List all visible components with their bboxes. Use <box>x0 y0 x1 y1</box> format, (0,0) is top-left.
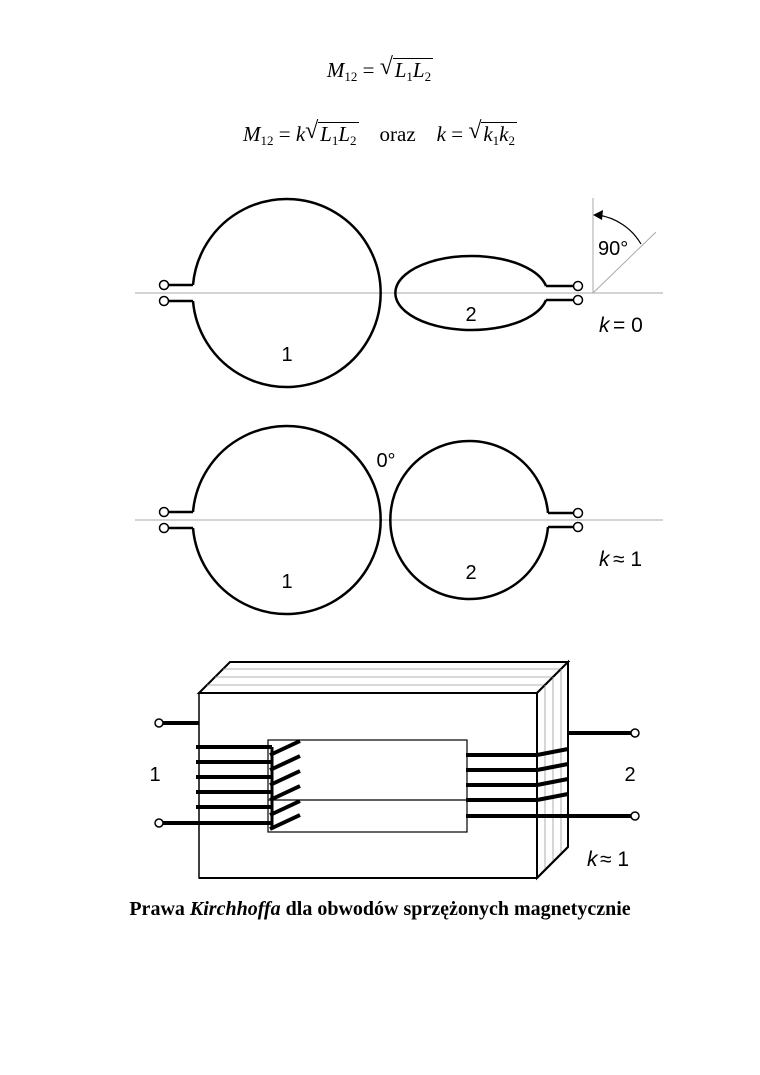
middle-coil-1-terminal-b <box>160 524 169 533</box>
eq2-k-a-sub: 1 <box>492 133 500 148</box>
eq1-l1-sub: 1 <box>406 69 413 84</box>
top-k-symbol: k <box>599 314 610 337</box>
eq2-sqrt: √ $L_1L_2$ <box>305 122 358 152</box>
top-coil-2-terminal-b <box>574 296 583 305</box>
caption-part-3: dla obwodów sprzężonych magnetycznie <box>280 898 631 920</box>
secondary-terminal-b <box>631 812 639 820</box>
primary-terminal-a <box>155 719 163 727</box>
eq1-l2-sub: 2 <box>424 69 432 84</box>
middle-coil-1-label: 1 <box>281 571 293 593</box>
top-k-relation: = 0 <box>613 314 643 337</box>
eq2-sqrt2: √ $k_1k_2$ <box>468 122 517 152</box>
eq2-k2: k <box>436 122 446 146</box>
eq1-l1: L <box>394 58 407 82</box>
top-coil-1-terminal-a <box>160 281 169 290</box>
eq2-k-b-sub: 2 <box>508 133 515 148</box>
transformer-primary-label: 1 <box>149 764 161 786</box>
eq2-l2-sub: 2 <box>350 133 357 148</box>
transformer-k-symbol: k <box>587 848 598 871</box>
middle-k-symbol: k <box>599 548 610 571</box>
eq2-equals2: = <box>451 122 464 146</box>
top-angle-label: 90° <box>598 238 629 260</box>
eq1-lhs: M <box>326 58 345 82</box>
top-angle-arrow-icon <box>593 210 603 220</box>
middle-coil-1-terminal-a <box>160 508 169 517</box>
eq2-lhs-sub: 12 <box>260 133 274 148</box>
eq1-lhs-sub: 12 <box>344 69 358 84</box>
eq2-k-b: k <box>499 122 509 146</box>
top-coil-1-label: 1 <box>281 344 293 366</box>
core-top-face <box>199 662 568 693</box>
diagram-transformer-core <box>155 662 639 878</box>
eq2-lhs: M <box>242 122 261 146</box>
transformer-k-relation: ≈ 1 <box>600 848 630 871</box>
eq2-l1-sub: 1 <box>331 133 339 148</box>
top-coil-2-label: 2 <box>465 304 477 326</box>
eq2-l1: L <box>320 122 332 146</box>
top-coil-2-terminal-a <box>574 282 583 291</box>
diagram-aligned-coils <box>135 426 663 614</box>
eq2-l2: L <box>338 122 351 146</box>
middle-k-relation: ≈ 1 <box>613 548 643 571</box>
primary-terminal-b <box>155 819 163 827</box>
eq2-k: k <box>295 122 306 146</box>
eq2-k-a: k <box>483 122 493 146</box>
middle-coil-2-label: 2 <box>465 562 477 584</box>
caption <box>0 898 760 921</box>
middle-angle-label: 0° <box>376 450 396 472</box>
eq1-l2: L <box>412 58 425 82</box>
caption-part-1: Prawa <box>129 898 190 920</box>
eq1-sqrt: √ $L_1L_2$ <box>380 58 433 88</box>
middle-coil-2-terminal-a <box>574 509 583 518</box>
top-coil-1-terminal-b <box>160 297 169 306</box>
diagram-orthogonal-coils <box>135 198 663 387</box>
eq2-conjunction: oraz <box>379 122 416 146</box>
transformer-secondary-label: 2 <box>624 764 636 786</box>
eq1-equals: = <box>362 58 375 82</box>
secondary-terminal-a <box>631 729 639 737</box>
caption-part-2: Kirchhoffa <box>189 898 281 920</box>
middle-coil-2-terminal-b <box>574 523 583 532</box>
eq2-equals: = <box>278 122 291 146</box>
